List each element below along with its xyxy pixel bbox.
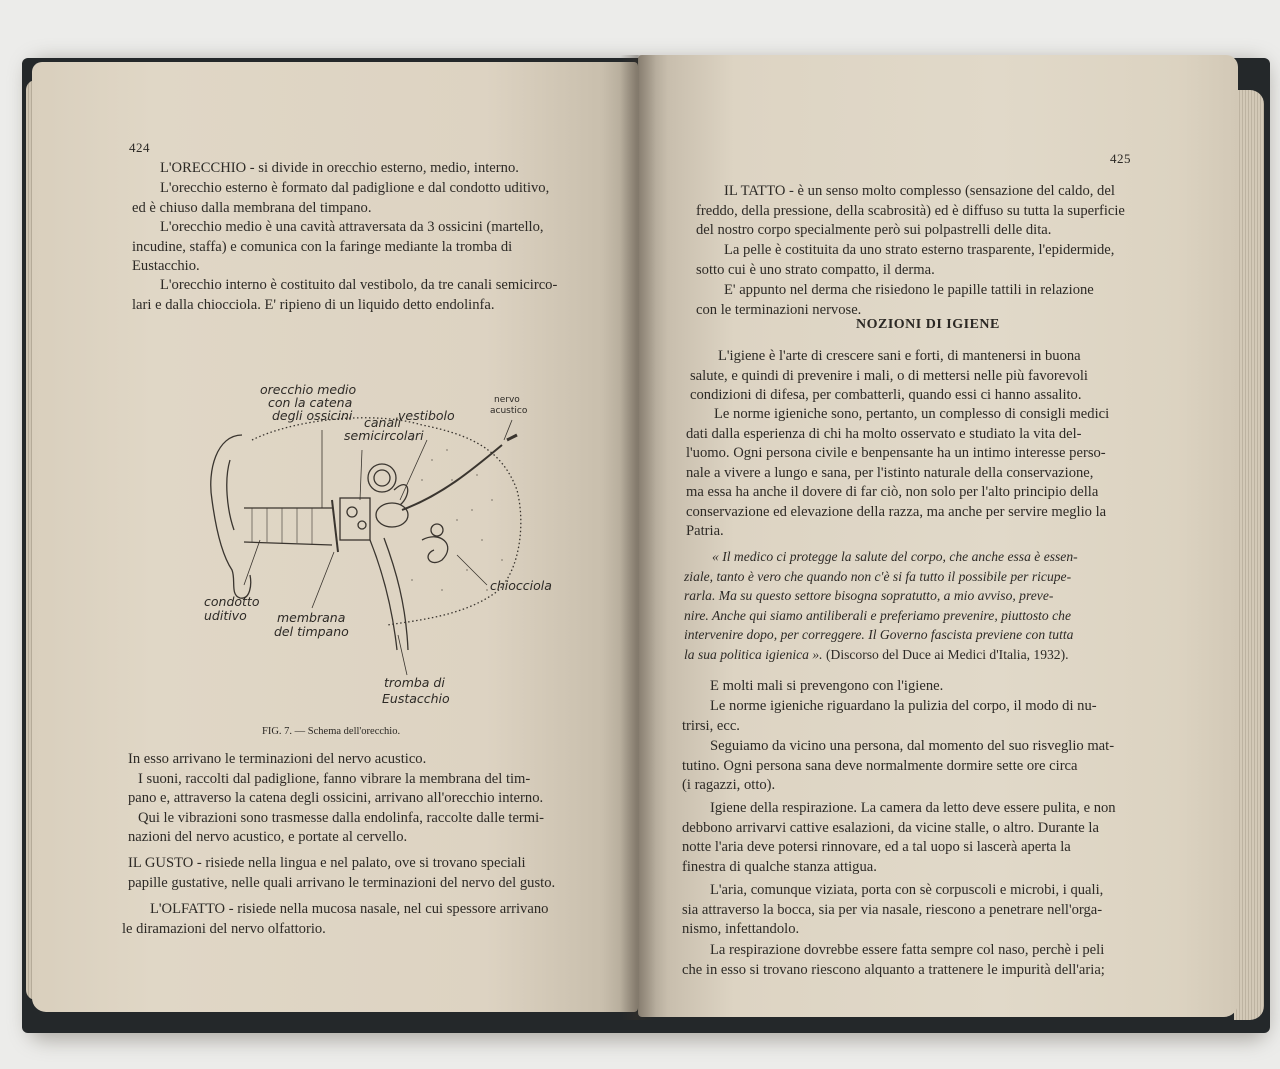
label-tromba-1: tromba di: [384, 675, 445, 690]
label-tromba-2: Eustacchio: [382, 691, 450, 706]
right-page-edges: [1234, 90, 1264, 1020]
label-membrana-1: membrana: [277, 610, 346, 625]
label-vestibolo: vestibolo: [398, 408, 455, 423]
paragraph-seguiamo: Seguiamo da vicino una persona, dal momento del suo risveglio mat- tutino. Ogni persona sana deve normalmente dormire sette ore circa (i ragazzi, otto).: [682, 738, 1115, 793]
label-canali-1: canali: [364, 415, 402, 430]
paragraph-norme: Le norme igieniche sono, pertanto, un complesso di consigli medici dati dalla esperienza di chi ha molto osservato e studiato la vita del- l'uomo. Ogni persona civile e benpensante ha un intimo interesse perso- nale a vivere a lungo e sana, per l'istinto naturale della conservazione, ma essa ha anche il dovere di far ciò, non solo per l'alto principio della conservazione ed elevazione della razza, ma anche per servire meglio la Patria.: [686, 406, 1110, 539]
label-condotto-1: condotto: [204, 594, 260, 609]
paragraph-orecchio-medio: L'orecchio medio è una cavità attraversata da 3 ossicini (martello, incudine, staffa) e comunica con la faringe mediante la tromba di Eustacchio.: [132, 219, 544, 274]
paragraph-pulizia: Le norme igieniche riguardano la pulizia del corpo, il modo di nu- trirsi, ecc.: [682, 698, 1097, 734]
label-orecchio-medio-2: con la catena: [268, 395, 353, 410]
label-membrana-2: del timpano: [274, 624, 349, 639]
label-condotto-2: uditivo: [204, 608, 247, 623]
figure-caption: FIG. 7. — Schema dell'orecchio.: [262, 726, 401, 737]
right-page: [638, 55, 1238, 1017]
paragraph-ear-intro: L'ORECCHIO - si divide in orecchio esterno, medio, interno.: [160, 160, 519, 176]
left-page: [32, 62, 638, 1012]
quote-block: « Il medico ci protegge la salute del corpo, che anche essa è essen- ziale, tanto è vero che quando non c'è si fa tutto il possibile per ricupe- rarla. Ma su questo settore bisogna sopratutto, a mio avviso, preve- nire. Anche qui siamo antiliberali e preferiamo prevenire, piuttosto che intervenire dopo, per correggere. Il Governo fascista previene con tutta la sua politica igienica ». (Discorso del Duce ai Medici d'Italia, 1932).: [684, 549, 1078, 662]
paragraph-pelle: La pelle è costituita da uno strato esterno trasparente, l'epidermide, sotto cui è uno strato compatto, il derma.: [696, 242, 1115, 278]
label-orecchio-medio-1: orecchio medio: [260, 382, 357, 397]
paragraph-after-figure: In esso arrivano le terminazioni del nervo acustico. I suoni, raccolti dal padiglione, fanno vibrare la membrana del tim- pano e, attraverso la catena degli ossicini, arrivano all'orecchio interno. Qui le vibrazioni sono trasmesse dalla endolinfa, raccolte dalle termi- nazioni del nervo acustico, e portate al cervello.: [128, 751, 545, 845]
section-heading: NOZIONI DI IGIENE: [856, 317, 1000, 332]
label-canali-2: semicircolari: [344, 428, 424, 443]
book-gutter: [620, 55, 656, 1020]
page-number-right: 425: [1110, 151, 1131, 166]
paragraph-orecchio-interno: L'orecchio interno è costituito dal vestibolo, da tre canali semicirco- lari e dalla chiocciola. E' ripieno di un liquido detto endolinfa.: [132, 277, 558, 313]
paragraph-derma: E' appunto nel derma che risiedono le papille tattili in relazione con le terminazioni nervose.: [696, 282, 1094, 318]
paragraph-orecchio-esterno: L'orecchio esterno è formato dal padiglione e dal condotto uditivo, ed è chiuso dalla membrana del timpano.: [132, 180, 550, 216]
paragraph-mali: E molti mali si prevengono con l'igiene.: [710, 678, 944, 694]
label-nervo-2: acustico: [490, 406, 528, 416]
label-nervo-1: nervo: [494, 395, 520, 405]
paragraph-igiene: L'igiene è l'arte di crescere sani e forti, di mantenersi in buona salute, e quindi di prevenire i mali, o di mettersi nelle più favorevoli condizioni di difesa, per combatterli, quando essi ci hanno assalito.: [690, 348, 1088, 403]
quote-source: (Discorso del Duce ai Medici d'Italia, 1932).: [825, 646, 1069, 662]
paragraph-tatto: IL TATTO - è un senso molto complesso (sensazione del caldo, del freddo, della pressione, della scabrosità) ed è diffuso su tutta la superficie del nostro corpo specialmente però sui polpastrelli delle dita.: [696, 183, 1125, 238]
ear-diagram: [172, 380, 572, 720]
page-number-left: 424: [129, 140, 150, 155]
label-chiocciola: chiocciola: [490, 578, 552, 593]
paragraph-olfatto: L'OLFATTO - risiede nella mucosa nasale, nel cui spessore arrivano le diramazioni del nervo olfattorio.: [122, 901, 549, 937]
paragraph-aria: L'aria, comunque viziata, porta con sè corpuscoli e microbi, i quali, sia attraverso la bocca, sia per via nasale, riescono a penetrare nell'orga- nismo, infettandolo.: [682, 882, 1104, 937]
paragraph-naso: La respirazione dovrebbe essere fatta sempre col naso, perchè i peli che in esso si trovano riescono alquanto a trattenere le impurità dell'aria;: [682, 942, 1105, 978]
paragraph-respirazione: Igiene della respirazione. La camera da letto deve essere pulita, e non debbono arrivarvi cattive esalazioni, da vicine stalle, o altro. Durante la notte l'aria deve potersi rinnovare, ed a tal uopo si lascerà aperta la finestra di qualche stanza attigua.: [682, 800, 1116, 875]
label-orecchio-medio-3: degli ossicini: [272, 408, 353, 423]
paragraph-gusto: IL GUSTO - risiede nella lingua e nel palato, ove si trovano speciali papille gustative, nelle quali arrivano le terminazioni del nervo del gusto.: [128, 855, 556, 891]
figure-labels: [204, 382, 552, 706]
